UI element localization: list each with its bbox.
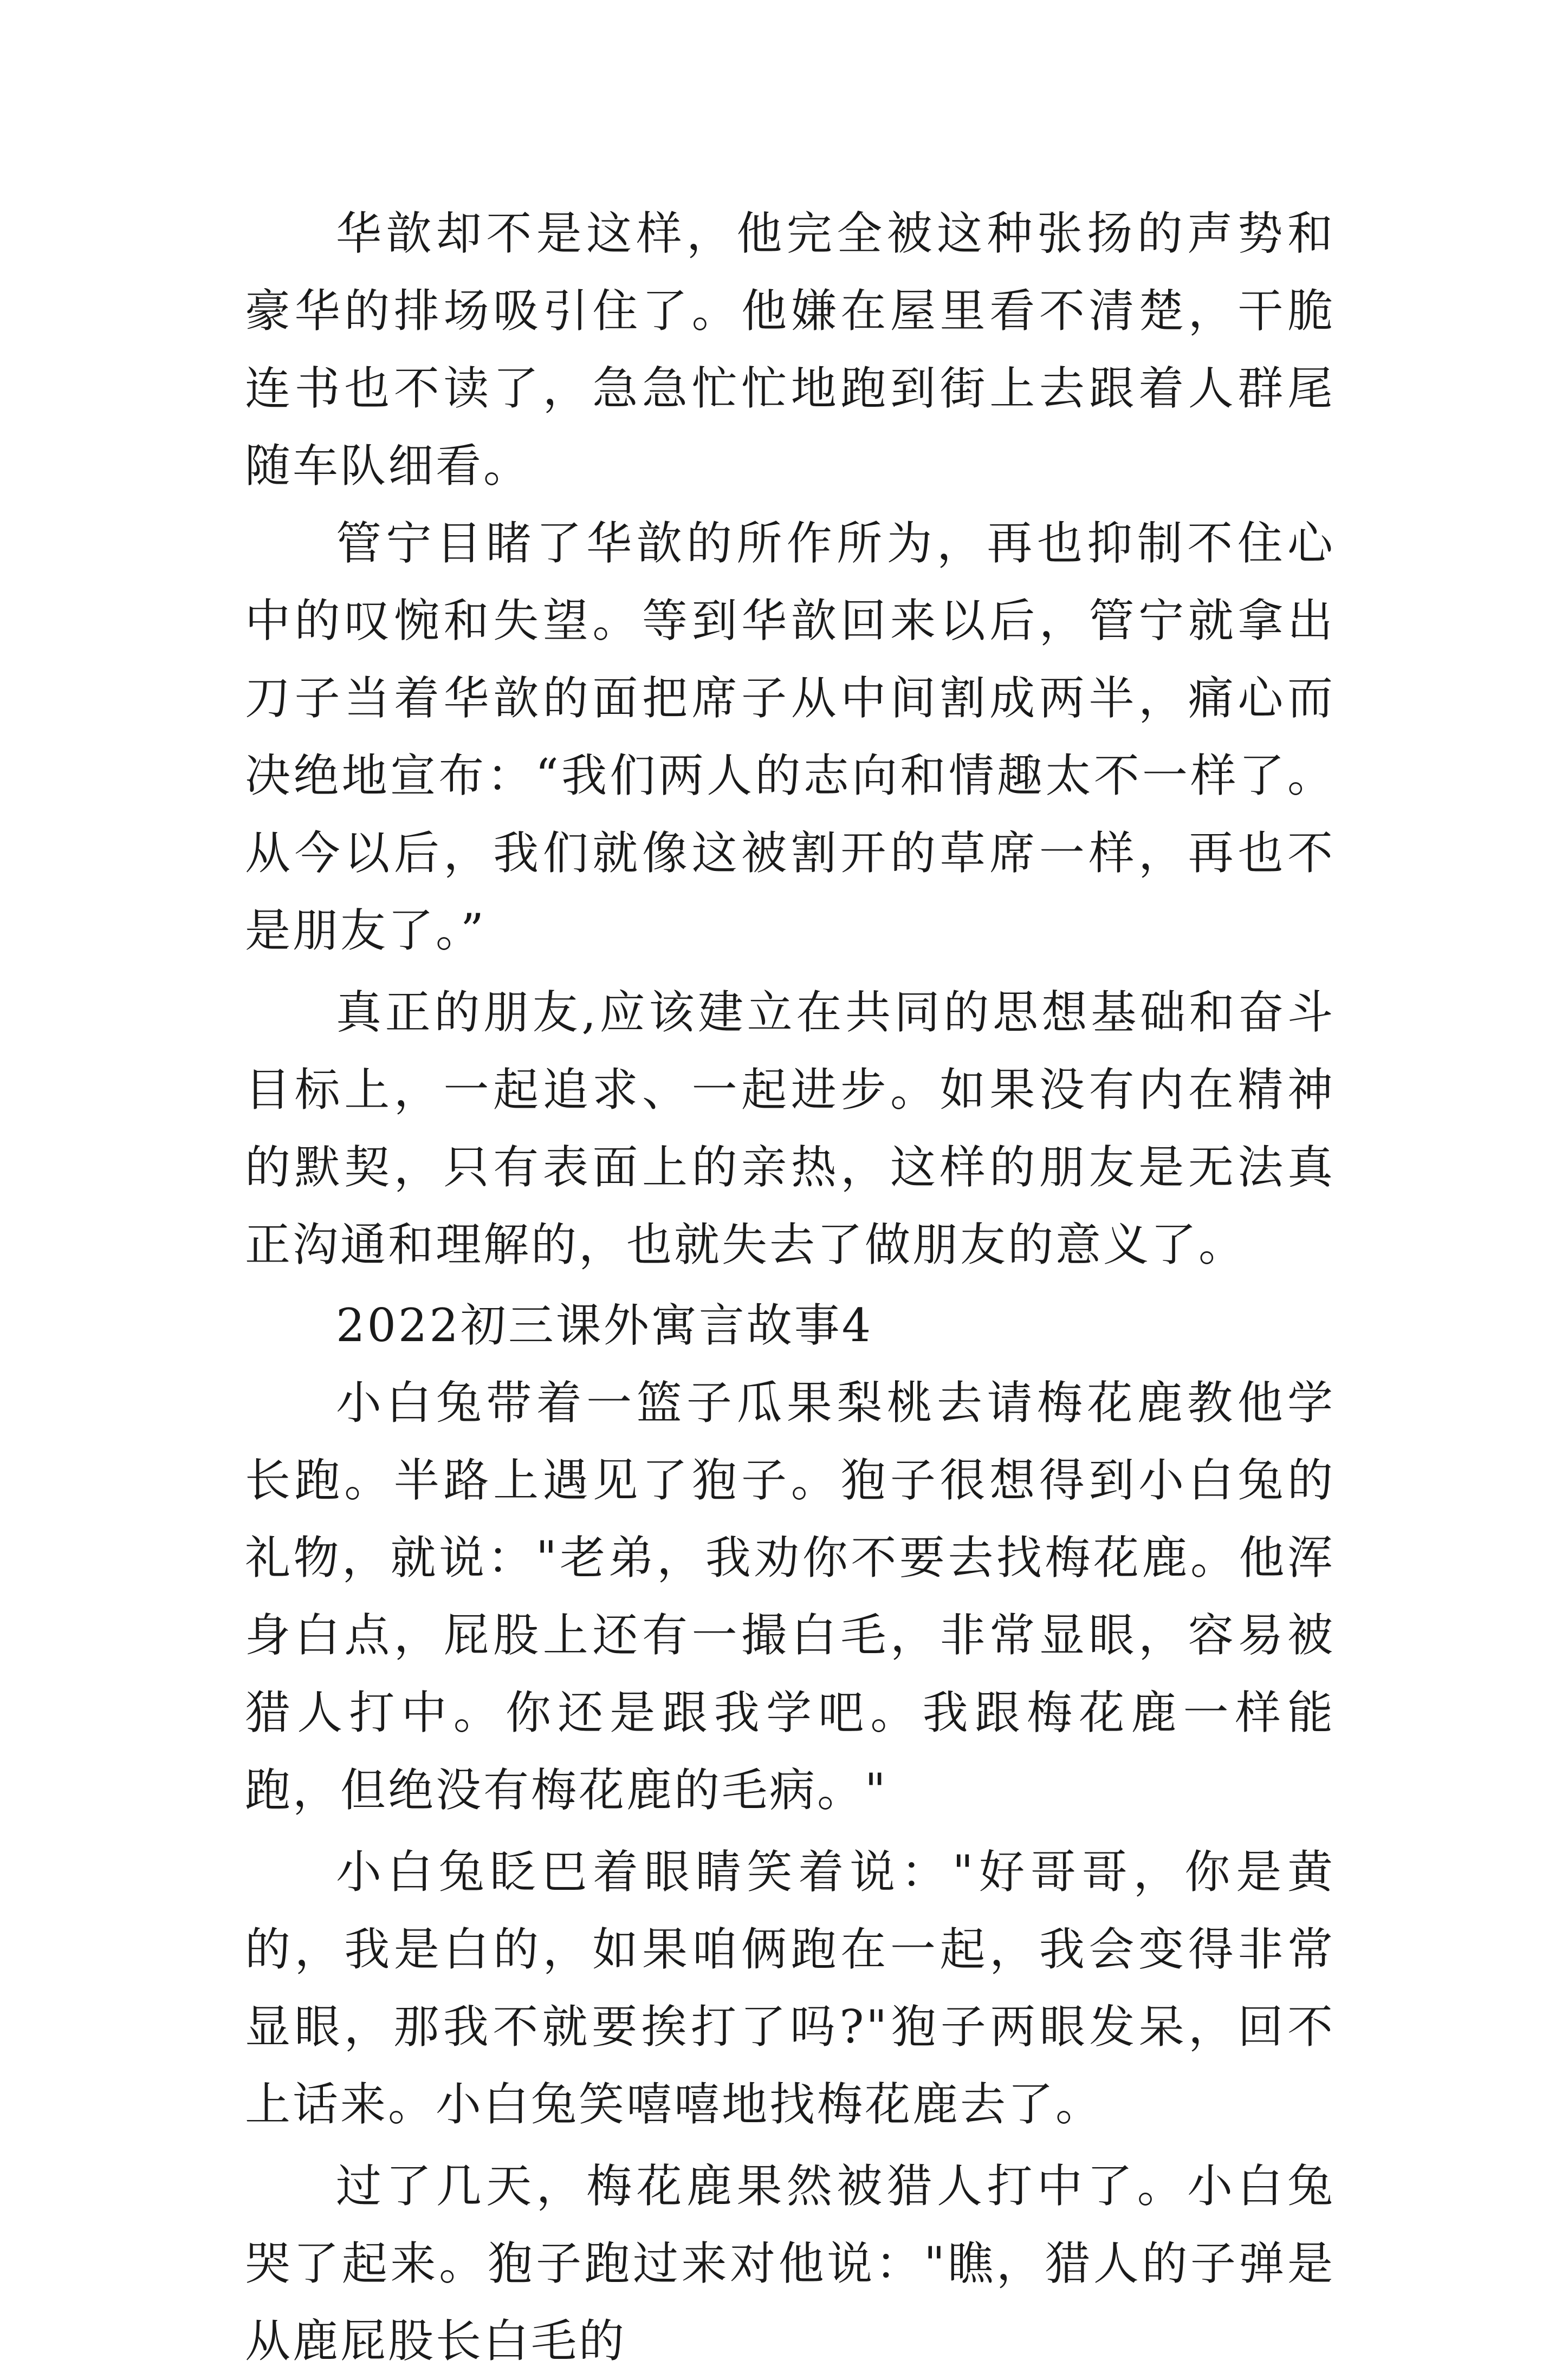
paragraph-hua-xin: 华歆却不是这样，他完全被这种张扬的声势和豪华的排场吸引住了。他嫌在屋里看不清楚，干脆连书也不读了，急急忙忙地跑到街上去跟着人群尾随车队细看。 (245, 207, 1335, 492)
paragraph-deer-shot: 过了几天，梅花鹿果然被猎人打中了。小白兔哭了起来。狍子跑过来对他说："瞧，猎人的子弹是从鹿屁股长白毛的 (245, 2160, 1335, 2368)
document-body (245, 195, 1335, 2380)
section-title: 2022初三课外寓言故事4 (336, 1299, 873, 1352)
paragraph-rabbit-basket: 小白兔带着一篮子瓜果梨桃去请梅花鹿教他学长跑。半路上遇见了狍子。狍子很想得到小白兔的礼物，就说："老弟，我劝你不要去找梅花鹿。他浑身白点，屁股上还有一撮白毛，非常显眼，容易被猎人打中。你还是跟我学吧。我跟梅花鹿一样能跑，但绝没有梅花鹿的毛病。" (245, 1376, 1335, 1817)
paragraph-guan-ning: 管宁目睹了华歆的所作所为，再也抑制不住心中的叹惋和失望。等到华歆回来以后，管宁就拿出刀子当着华歆的面把席子从中间割成两半，痛心而决绝地宣布：“我们两人的志向和情趣太不一样了。从今以后，我们就像这被割开的草席一样，再也不是朋友了。” (245, 517, 1335, 957)
paragraph-true-friends: 真正的朋友,应该建立在共同的思想基础和奋斗目标上，一起追求、一起进步。如果没有内在精神的默契，只有表面上的亲热，这样的朋友是无法真正沟通和理解的，也就失去了做朋友的意义了。 (245, 986, 1335, 1271)
paragraph-rabbit-reply: 小白兔眨巴着眼睛笑着说："好哥哥，你是黄的，我是白的，如果咱俩跑在一起，我会变得非常显眼，那我不就要挨打了吗?"狍子两眼发呆，回不上话来。小白兔笑嘻嘻地找梅花鹿去了。 (245, 1845, 1335, 2131)
